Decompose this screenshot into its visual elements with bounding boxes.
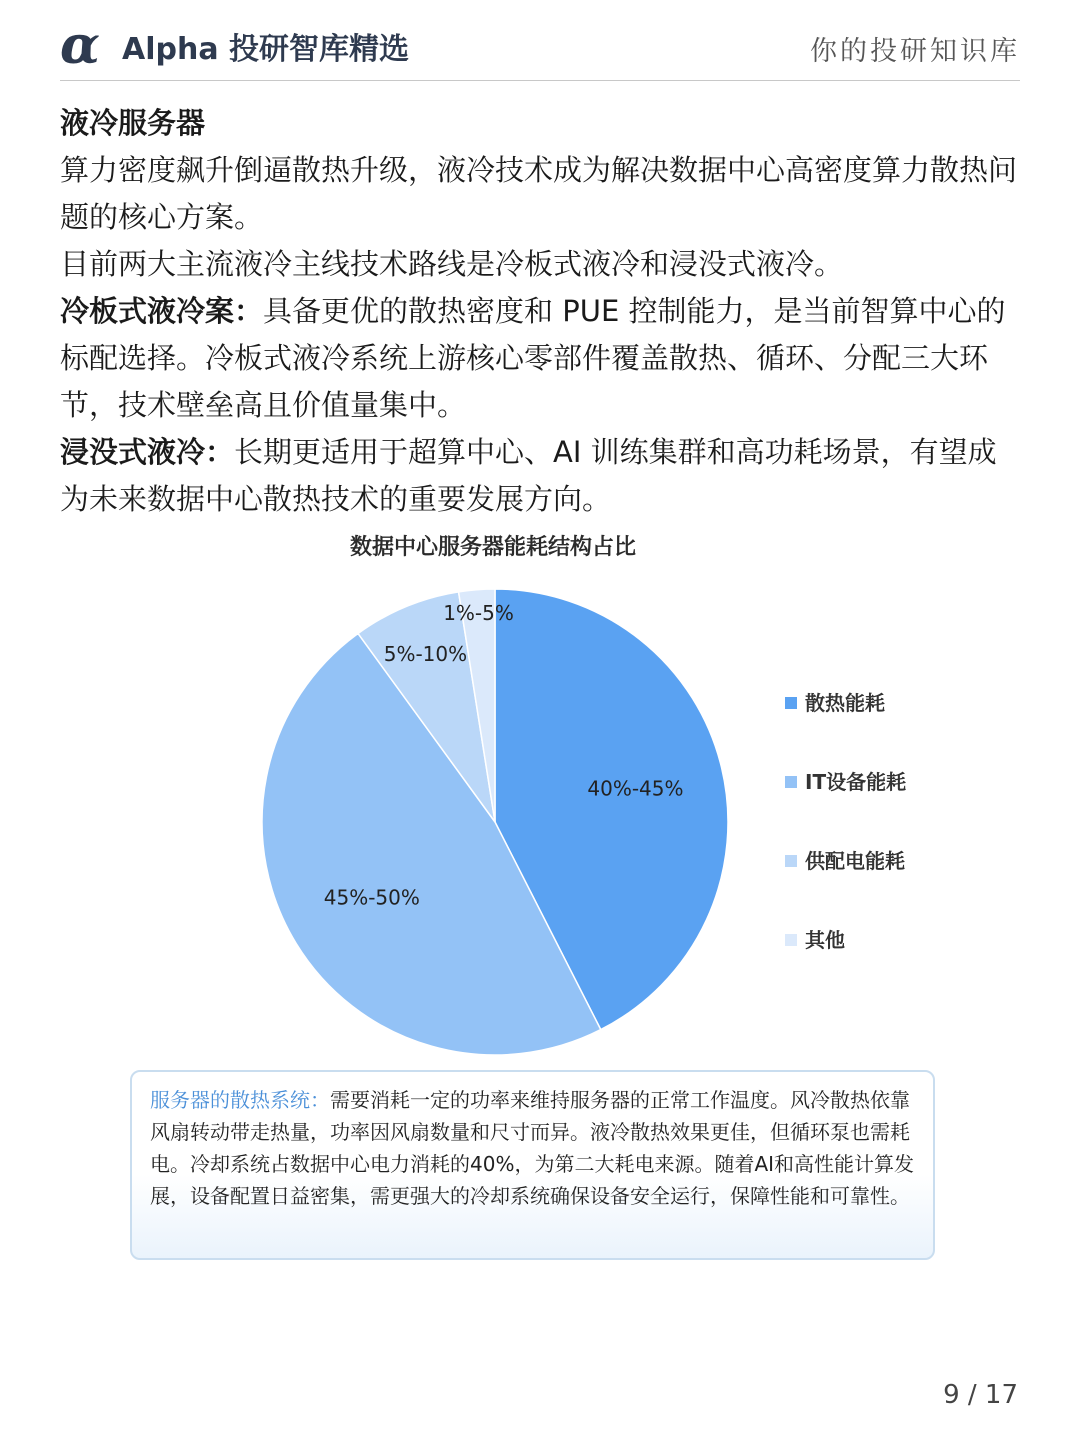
paragraph-cold-plate xyxy=(60,288,1020,429)
brand-name: Alpha 投研智库精选 xyxy=(122,32,410,67)
pie-chart xyxy=(0,560,1080,1060)
paragraph-intro: 算力密度飙升倒逼散热升级，液冷技术成为解决数据中心高密度算力散热问题的核心方案。 xyxy=(60,153,1018,234)
page-header xyxy=(60,15,1020,81)
paragraph-routes: 目前两大主流液冷主线技术路线是冷板式液冷和浸没式液冷。 xyxy=(60,247,844,281)
cold-plate-body: 具备更优的散热密度和 PUE 控制能力，是当前智算中心的标配选择。冷板式液冷系统上游核心零部件覆盖散热、循环、分配三大环节，技术壁垒高且价值量集中。 xyxy=(60,294,1006,422)
note-callout xyxy=(130,1070,935,1260)
alpha-logo-icon: α xyxy=(60,15,101,76)
header-tagline: 你的投研知识库 xyxy=(810,36,1020,67)
cold-plate-lead: 冷板式液冷案： xyxy=(60,294,264,328)
pie-slices xyxy=(262,589,728,1055)
pie-data-label-1: 45%-50% xyxy=(323,885,420,910)
note-lead: 服务器的散热系统： xyxy=(150,1088,330,1112)
pie-legend xyxy=(785,691,906,952)
pie-data-label-0: 40%-45% xyxy=(587,776,684,801)
paragraph-immersion xyxy=(60,429,1020,523)
immersion-body: 长期更适用于超算中心、AI 训练集群和高功耗场景，有望成为未来数据中心散热技术的重要发展方向。 xyxy=(60,435,997,516)
legend-label-2: 供配电能耗 xyxy=(805,849,905,873)
legend-swatch-1 xyxy=(785,776,797,788)
legend-label-3: 其他 xyxy=(805,928,845,952)
article-body xyxy=(60,100,1020,523)
section-title: 液冷服务器 xyxy=(60,106,206,140)
legend-label-1: IT设备能耗 xyxy=(805,770,907,794)
legend-label-0: 散热能耗 xyxy=(805,691,885,715)
legend-swatch-0 xyxy=(785,697,797,709)
pie-data-label-3: 1%-5% xyxy=(443,600,514,625)
legend-swatch-2 xyxy=(785,855,797,867)
page-number: 9 / 17 xyxy=(943,1380,1018,1410)
pie-data-label-2: 5%-10% xyxy=(383,642,468,667)
note-body: 需要消耗一定的功率来维持服务器的正常工作温度。风冷散热依靠风扇转动带走热量，功率因风扇数量和尺寸而异。液冷散热效果更佳，但循环泵也需耗电。冷却系统占数据中心电力消耗的40%，为第二大耗电来源。随着AI和高性能计算发展，设备配置日益密集，需更强大的冷却系统确保设备安全运行，保障性能和可靠性。 xyxy=(150,1088,915,1208)
legend-swatch-3 xyxy=(785,934,797,946)
immersion-lead: 浸没式液冷： xyxy=(60,435,235,469)
chart-title: 数据中心服务器能耗结构占比 xyxy=(349,535,636,560)
